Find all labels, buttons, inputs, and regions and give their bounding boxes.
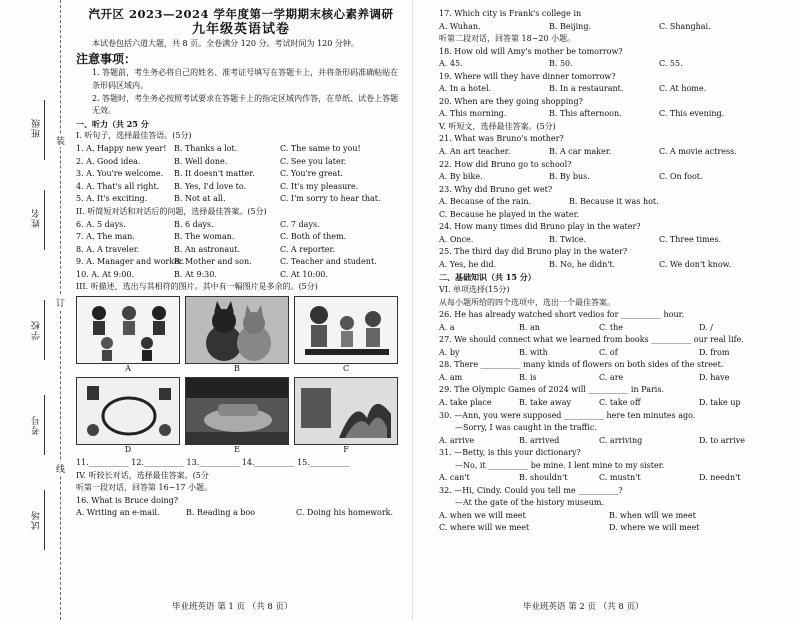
- picture-f-frame: [294, 377, 398, 445]
- binding-dashed-line: [60, 0, 61, 620]
- picture-b: [185, 296, 289, 374]
- bind-char-zhuang: 装: [56, 134, 65, 147]
- option-row: [439, 347, 789, 360]
- option: A. take place: [439, 397, 492, 407]
- option: C. 7 days.: [280, 219, 320, 229]
- question-17: 17. Which city is Frank's college in: [439, 9, 582, 18]
- option: B. In a restaurant.: [549, 84, 624, 94]
- bind-char-ding: 订: [56, 296, 65, 309]
- section-2-heading: II. 听简短对话和对话后的问题，选择最佳答案。(5分): [76, 206, 267, 216]
- bind-char-xian: 线: [56, 462, 65, 475]
- option: 3. A. You're welcome.: [76, 169, 164, 179]
- answer-blanks-11-15[interactable]: 11.__________ 12.__________ 13.__________ 14.__________ 15.__________: [76, 458, 350, 468]
- car-in-flood-icon: [186, 378, 289, 444]
- option: B. A car maker.: [549, 147, 612, 157]
- option-row: [76, 143, 406, 156]
- margin-label-exam-room: 试场: [32, 510, 42, 530]
- option-row: [76, 231, 406, 244]
- page-footer-1: 毕业班英语 第 1 页 （共 8 页）: [172, 602, 293, 612]
- option-row: [76, 244, 406, 257]
- option-row: [439, 83, 789, 96]
- option: A. can't: [439, 473, 470, 483]
- option-row: [439, 435, 789, 448]
- option-row: [76, 181, 406, 194]
- section-6-note: 从每小题所给的四个选项中，选出一个最佳答案。: [439, 297, 615, 307]
- question-20: 20. When are they going shopping?: [439, 96, 583, 106]
- option: B. The woman.: [174, 232, 235, 242]
- option: B. is: [519, 372, 537, 382]
- option: C. We don't know.: [659, 259, 732, 269]
- margin-line: [44, 100, 45, 160]
- notice-title: 注意事项：: [76, 51, 137, 66]
- option: A. Wuhan.: [439, 21, 481, 31]
- option: B. Well done.: [174, 156, 228, 166]
- page-2-content: [439, 8, 789, 535]
- option: B. with: [519, 347, 548, 357]
- option: 6. A. 5 days.: [76, 219, 126, 229]
- question-32-reply: —At the gate of the history museum.: [455, 498, 604, 508]
- option: C. Doing his homework.: [296, 508, 394, 518]
- question-19: 19. Where will they have dinner tomorrow?: [439, 71, 616, 81]
- exam-intro: 本试卷包括六道大题，共 8 页。全卷满分 120 分。考试时间为 120 分钟。: [92, 39, 359, 49]
- option: A. 45.: [439, 59, 463, 69]
- option: B. arrived: [519, 435, 560, 445]
- option: C. At 10:00.: [280, 269, 328, 279]
- picture-a: [76, 296, 180, 374]
- option: B. Not at all.: [174, 194, 226, 204]
- option: C. At home.: [659, 84, 707, 94]
- option-row: [439, 259, 789, 272]
- option: B. shouldn't: [519, 473, 568, 483]
- section-4-heading: IV. 听较长对话，选择最佳答案。(5分: [76, 470, 209, 480]
- option: C. the: [599, 322, 624, 332]
- option: C. I'm sorry to hear that.: [280, 194, 381, 204]
- section-1-heading: I. 听句子，选择最佳答语。(5分): [76, 131, 192, 141]
- question-30: 30. —Ann, you were supposed __________ here ten minutes ago.: [439, 410, 696, 420]
- picture-label: A: [125, 364, 131, 374]
- margin-label-school: 学校: [32, 320, 42, 340]
- margin-line: [44, 395, 45, 455]
- option: A. arrive: [439, 435, 475, 445]
- option: 8. A. A traveler.: [76, 244, 140, 254]
- picture-label: C: [342, 364, 350, 374]
- exam-subtitle: 九年级英语试卷: [191, 21, 290, 37]
- option-row: [439, 21, 789, 34]
- question-16: 16. What is Bruce doing?: [76, 495, 179, 505]
- picture-a-frame: [76, 296, 180, 364]
- option: 10. A. At 9:00.: [76, 269, 135, 279]
- option: A. Writing an e-mail.: [76, 508, 160, 518]
- notice-2: 2. 答题时，考生务必按照考试要求在答题卡上的指定区域内作答，在草纸、试卷上答题无效。: [92, 93, 399, 116]
- margin-label-exam-number: 考号: [32, 415, 42, 435]
- option-row: [76, 219, 406, 232]
- margin-label-name: 姓名: [32, 208, 42, 228]
- option-row: [439, 171, 789, 184]
- option: C. The same to you!: [280, 143, 361, 153]
- picture-c-frame: [294, 296, 398, 364]
- question-30-reply: —Sorry, I was caught in the traffic.: [455, 423, 597, 433]
- picture-label: D: [124, 445, 132, 455]
- option: C. A movie actress.: [659, 147, 737, 157]
- option-row: [439, 234, 789, 247]
- option-row: [76, 256, 406, 269]
- option: D. have: [699, 372, 730, 382]
- picture-e: [185, 377, 289, 455]
- option-row: [439, 196, 789, 209]
- margin-label-class: 班级: [32, 118, 42, 138]
- margin-line: [44, 490, 45, 550]
- option: A. Because of the rain.: [439, 197, 532, 207]
- part-2-heading: 二、基础知识（共 15 分）: [439, 272, 536, 283]
- option: A. Yes, he did.: [439, 259, 497, 269]
- option: A. Once.: [439, 234, 474, 244]
- question-26: 26. He has already watched short vedios for __________ hour.: [439, 310, 685, 320]
- option: A. In a hotel.: [439, 84, 492, 94]
- option: B. when will we meet: [609, 510, 696, 520]
- option: C. arriving: [599, 435, 643, 445]
- option-row: [439, 58, 789, 71]
- section-4-note: 听第一段对话，回答第 16~17 小题。: [76, 483, 213, 493]
- cats-icon: [186, 297, 289, 363]
- option: B. By bus.: [549, 172, 590, 182]
- option: C. A reporter.: [280, 244, 335, 254]
- option-row: [439, 108, 789, 121]
- option-row: [439, 322, 789, 335]
- margin-line: [44, 190, 45, 250]
- exam-title: 汽开区 2023—2024 学年度第一学期期末核心素养调研: [88, 7, 394, 21]
- picture-c: [294, 296, 398, 374]
- question-23: 23. Why did Bruno get wet?: [439, 184, 553, 194]
- option: C. This evening.: [659, 109, 725, 119]
- option: C. mustn't: [599, 473, 641, 483]
- option-row: [76, 168, 406, 181]
- option-row: [76, 507, 406, 520]
- option: B. Thanks a lot.: [174, 143, 238, 153]
- picture-grid: [76, 296, 406, 455]
- option: B. Twice.: [549, 234, 587, 244]
- question-29: 29. The Olympic Games of 2024 will __________ in Paris.: [439, 385, 664, 395]
- picture-d-frame: [76, 377, 180, 445]
- question-27: 27. We should connect what we learned from books __________ our real life.: [439, 335, 744, 345]
- option: 4. A. That's all right.: [76, 181, 160, 191]
- fire-scene-icon: [295, 378, 398, 444]
- picture-label: B: [234, 364, 240, 374]
- picture-e-frame: [185, 377, 289, 445]
- page-1-content: [76, 8, 406, 520]
- option: C. It's my pleasure.: [280, 181, 359, 191]
- section-3-heading: III. 听描述，选出与其相符的图片。其中有一幅图片是多余的。(5分): [76, 282, 318, 292]
- option: B. take away: [519, 397, 571, 407]
- option: C. See you later.: [280, 156, 347, 166]
- option: A. This morning.: [439, 109, 507, 119]
- option: C. take off: [599, 397, 641, 407]
- option: 7. A. The man.: [76, 232, 135, 242]
- option: C. Three times.: [659, 234, 721, 244]
- section-5-heading: V. 听短文，选择最佳答案。(5分): [439, 121, 556, 131]
- option-row: [439, 397, 789, 410]
- option: C. are: [599, 372, 624, 382]
- option: B. an: [519, 322, 540, 332]
- option: D. needn't: [699, 473, 741, 483]
- option-row: [439, 510, 789, 523]
- picture-f: [294, 377, 398, 455]
- option: C. 55.: [659, 59, 683, 69]
- option: C. Teacher and student.: [280, 257, 377, 267]
- question-18: 18. How old will Amy's mother be tomorrow?: [439, 46, 623, 56]
- party-food-icon: [77, 378, 180, 444]
- picture-label: F: [343, 445, 349, 455]
- picture-b-frame: [185, 296, 289, 364]
- option: B. At 9:30.: [174, 269, 217, 279]
- option: B. 6 days.: [174, 219, 214, 229]
- option: B. No, he didn't.: [549, 259, 616, 269]
- option: 5. A. It's exciting.: [76, 194, 148, 204]
- option: A. a: [439, 322, 455, 332]
- option: B. This afternoon.: [549, 109, 622, 119]
- notice-1: 1. 答题前，考生务必将自己的姓名、准考证号填写在答题卡上，并将条形码准确粘贴在条形码区域内。: [92, 68, 399, 90]
- part-1-heading: 一、听力（共 25 分: [76, 118, 149, 129]
- section-4-note-2: 听第二段对话，回答第 18~20 小题。: [439, 34, 576, 44]
- question-32: 32. —Hi, Cindy. Could you tell me __________?: [439, 485, 623, 495]
- option-row: [439, 472, 789, 485]
- option-row: [439, 522, 789, 535]
- option: A. by: [439, 347, 460, 357]
- option: C. You're great.: [280, 169, 343, 179]
- option: 2. A. Good idea.: [76, 156, 141, 166]
- option: B. Because it was hot.: [569, 197, 659, 207]
- question-28: 28. There __________ many kinds of flowers on both sides of the street.: [439, 360, 724, 370]
- binding-margin: [0, 0, 62, 620]
- option: D. take up: [699, 397, 741, 407]
- option: D. to arrive: [699, 435, 746, 445]
- option: A. when we will meet: [439, 510, 526, 520]
- option-row: [439, 372, 789, 385]
- option: B. Mother and son.: [174, 257, 252, 267]
- option: C. Shanghai.: [659, 21, 711, 31]
- option: C. where will we meet: [439, 523, 530, 533]
- option: B. Reading a boo: [186, 508, 256, 518]
- option: C. of: [599, 347, 618, 357]
- people-group-icon: [77, 297, 180, 363]
- option: 1. A. Happy new year!: [76, 143, 167, 153]
- question-25: 25. The third day did Bruno play in the water?: [439, 247, 628, 257]
- question-24: 24. How many times did Bruno play in the water?: [439, 222, 641, 232]
- option-row: [439, 146, 789, 159]
- picture-label: E: [234, 445, 240, 455]
- question-21: 21. What was Bruno's mother?: [439, 134, 564, 144]
- option: C. Both of them.: [280, 232, 347, 242]
- option: B. Yes, I'd love to.: [174, 181, 247, 191]
- picture-d: [76, 377, 180, 455]
- family-cooking-icon: [295, 297, 398, 363]
- question-31-reply: —No, it __________ be mine. I lent mine to my sister.: [455, 460, 665, 470]
- option: A. By bike.: [439, 172, 483, 182]
- option: B. Beijing.: [549, 21, 591, 31]
- option-row: [76, 269, 406, 282]
- option: B. It doesn't matter.: [174, 169, 255, 179]
- option: B. 50.: [549, 59, 573, 69]
- option: C. Because he played in the water.: [439, 209, 580, 219]
- question-22: 22. How did Bruno go to school?: [439, 159, 572, 169]
- option: A. An art teacher.: [439, 147, 511, 157]
- option: D. where we will meet: [609, 523, 700, 533]
- option: C. On foot.: [659, 172, 703, 182]
- exam-page-2: [412, 0, 794, 620]
- option: A. am: [439, 372, 463, 382]
- option: 9. A. Manager and worker.: [76, 257, 185, 267]
- question-31: 31. —Betty, is this your dictionary?: [439, 448, 581, 458]
- page-footer-2: 毕业班英语 第 2 页 （共 8 页）: [523, 602, 644, 612]
- section-6-heading: VI. 单项选择(15分): [439, 285, 510, 295]
- option-row: [76, 193, 406, 206]
- margin-line: [44, 300, 45, 360]
- option: B. An astronaut.: [174, 244, 240, 254]
- option: D. /: [699, 322, 713, 332]
- option: D. from: [699, 347, 730, 357]
- option-row: [76, 156, 406, 169]
